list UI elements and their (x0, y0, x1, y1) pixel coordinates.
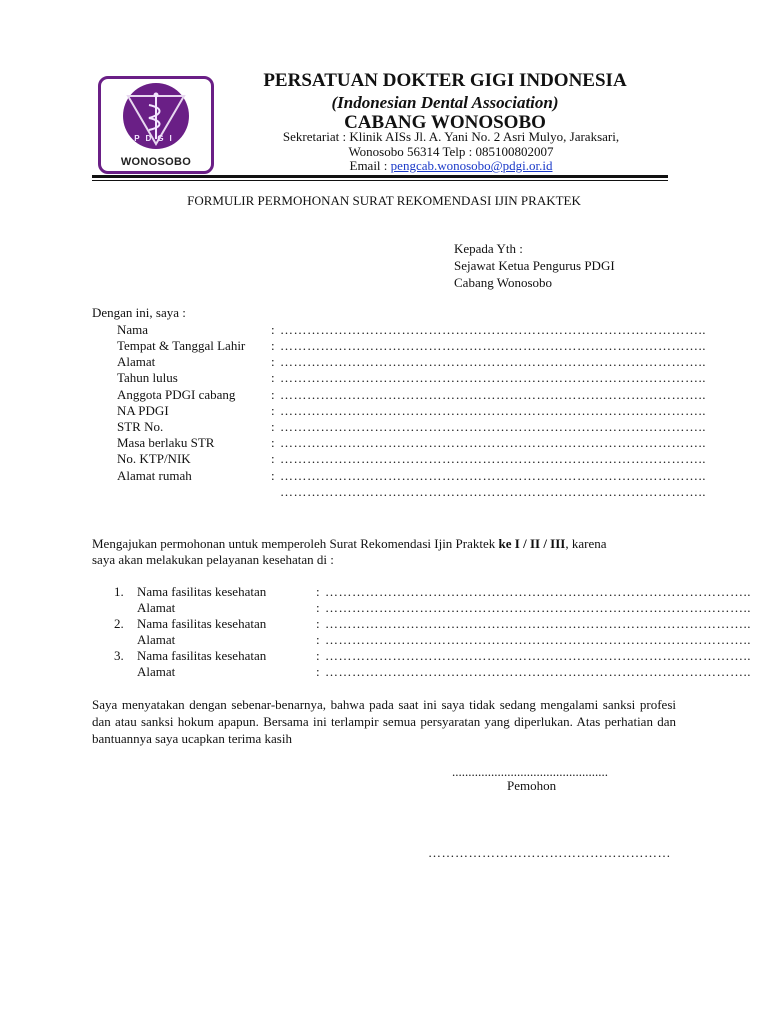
facility-number: 3. (114, 648, 124, 663)
field-input-tahun-lulus[interactable]: ………………………………………………………………………………….. (280, 370, 706, 385)
facility-1-name-input[interactable]: ………………………………………………………………………………….. (325, 584, 751, 599)
header-rule-thick (92, 175, 668, 178)
intro-text: Dengan ini, saya : (92, 305, 186, 320)
field-input-anggota-pdgi[interactable]: ………………………………………………………………………………….. (280, 387, 706, 402)
org-name-english: (Indonesian Dental Association) (331, 93, 559, 112)
field-label-nama: Nama (117, 322, 149, 337)
facility-name-label: Nama fasilitas kesehatan (137, 648, 267, 663)
field-label-str: STR No. (117, 419, 164, 434)
field-input-nama[interactable]: ………………………………………………………………………………….. (280, 322, 706, 337)
field-separator: : (316, 616, 320, 631)
field-separator: : (271, 370, 275, 385)
facility-3-name-input[interactable]: ………………………………………………………………………………….. (325, 648, 751, 663)
facility-number: 2. (114, 616, 124, 631)
field-input-na-pdgi[interactable]: ………………………………………………………………………………….. (280, 403, 706, 418)
field-separator: : (271, 468, 275, 483)
facility-address-label: Alamat (137, 600, 176, 615)
request-level: ke I / II / III (498, 536, 566, 551)
field-label-ttl: Tempat & Tanggal Lahir (117, 338, 246, 353)
field-input-alamat[interactable]: ………………………………………………………………………………….. (280, 354, 706, 369)
field-separator: : (271, 435, 275, 450)
field-separator: : (271, 338, 275, 353)
facility-name-label: Nama fasilitas kesehatan (137, 616, 267, 631)
field-input-alamat-rumah[interactable]: ………………………………………………………………………………….. (280, 468, 706, 483)
field-label-ktp: No. KTP/NIK (117, 451, 191, 466)
facility-name-label: Nama fasilitas kesehatan (137, 584, 267, 599)
request-text: Mengajukan permohonan untuk memperoleh Surat Rekomendasi Ijin Praktek (92, 536, 499, 551)
field-separator: : (316, 632, 320, 647)
field-label-alamat: Alamat (117, 354, 156, 369)
field-separator: : (271, 354, 275, 369)
facility-3-address-input[interactable]: ………………………………………………………………………………….. (325, 664, 751, 679)
recipient-line-1: Kepada Yth : (454, 241, 523, 256)
request-text-end: , karena (565, 536, 607, 551)
field-input-alamat-rumah-2[interactable]: ………………………………………………………………………………….. (280, 484, 706, 499)
signature-date-line[interactable]: ................................................ (452, 764, 608, 779)
field-separator: : (316, 664, 320, 679)
field-separator: : (316, 648, 320, 663)
email-link[interactable]: pengcab.wonosobo@pdgi.or.id (390, 158, 553, 173)
field-input-masa-str[interactable]: ………………………………………………………………………………….. (280, 435, 706, 450)
field-separator: : (271, 322, 275, 337)
field-input-str[interactable]: ………………………………………………………………………………….. (280, 419, 706, 434)
request-line-2: saya akan melakukan pelayanan kesehatan di : (92, 552, 334, 567)
statement-paragraph: Saya menyatakan dengan sebenar-benarnya, bahwa pada saat ini saya tidak sedang mengalami sanksi profesi dan atau sanksi hokum apapun. Bersama ini terlampir semua persyaratan yang diperlukan. Atas perhatian dan bantuannya saya ucapkan terima kasih (92, 697, 676, 746)
org-name: PERSATUAN DOKTER GIGI INDONESIA (263, 70, 627, 91)
pdgi-logo (98, 76, 214, 174)
address-line-1: Sekretariat : Klinik AISs Jl. A. Yani No. 2 Asri Mulyo, Jaraksari, (282, 129, 620, 144)
field-label-na-pdgi: NA PDGI (117, 403, 169, 418)
form-title: FORMULIR PERMOHONAN SURAT REKOMENDASI IJIN PRAKTEK (187, 193, 581, 208)
logo-text: PDGI (134, 134, 178, 143)
facility-1-address-input[interactable]: ………………………………………………………………………………….. (325, 600, 751, 615)
facility-address-label: Alamat (137, 664, 176, 679)
field-separator: : (316, 584, 320, 599)
field-label-anggota-pdgi: Anggota PDGI cabang (117, 387, 236, 402)
field-input-ttl[interactable]: ………………………………………………………………………………….. (280, 338, 706, 353)
request-line-1 (92, 536, 607, 552)
logo-caption: WONOSOBO (120, 156, 192, 168)
recipient-line-3: Cabang Wonosobo (454, 275, 553, 290)
field-separator: : (271, 387, 275, 402)
signature-role: Pemohon (507, 778, 557, 793)
field-separator: : (271, 451, 275, 466)
address-line-2: Wonosobo 56314 Telp : 085100802007 (348, 144, 554, 159)
field-input-ktp[interactable]: ………………………………………………………………………………….. (280, 451, 706, 466)
facility-2-name-input[interactable]: ………………………………………………………………………………….. (325, 616, 751, 631)
field-separator: : (316, 600, 320, 615)
field-separator: : (271, 419, 275, 434)
email-label: Email : (349, 158, 391, 173)
field-separator: : (271, 403, 275, 418)
recipient-line-2: Sejawat Ketua Pengurus PDGI (454, 258, 615, 273)
field-label-alamat-rumah: Alamat rumah (117, 468, 192, 483)
facility-number: 1. (114, 584, 124, 599)
field-label-tahun-lulus: Tahun lulus (117, 370, 178, 385)
facility-2-address-input[interactable]: ………………………………………………………………………………….. (325, 632, 751, 647)
signature-name-line[interactable]: ……………………………………………… (428, 845, 671, 860)
facility-address-label: Alamat (137, 632, 176, 647)
header-rule-thin (92, 180, 668, 181)
branch-name: CABANG WONOSOBO (344, 112, 546, 133)
field-label-masa-str: Masa berlaku STR (117, 435, 215, 450)
email-line (236, 158, 666, 174)
